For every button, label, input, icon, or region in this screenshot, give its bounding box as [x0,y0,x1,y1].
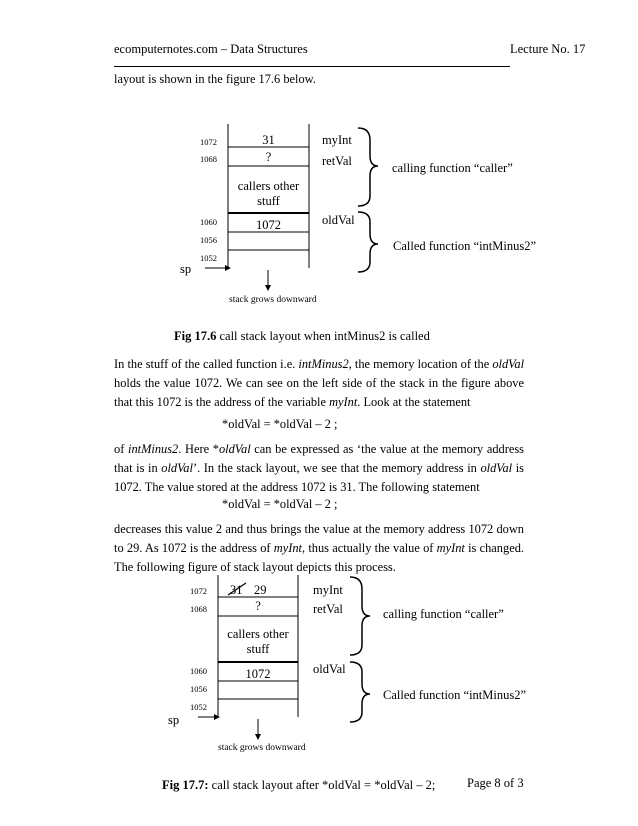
address2-1068: 1068 [190,604,207,614]
brace-label-caller: calling function “caller” [392,161,513,175]
grows-label: stack grows downward [229,295,317,305]
text-run-italic: oldVal [492,357,525,371]
statement-1: *oldVal = *oldVal – 2 ; [222,417,338,431]
address-1072: 1072 [200,137,217,147]
sp-label: sp [180,262,192,276]
cell-callers-line1: callers other [237,179,300,193]
label-retval: retVal [322,154,352,168]
text-run: is changed. The following figure of stack layout depicts this process. [114,541,524,574]
address2-1060: 1060 [190,666,207,676]
figure1-caption [174,329,430,344]
caption2-bold: Fig 17.7: [162,778,209,792]
text-run: the memory location of the [351,357,493,371]
text-run-italic: myInt, [273,541,306,555]
text-run-italic: oldVal [161,461,193,475]
label-myint: myInt [322,133,352,147]
text-run-italic: intMinus2 [128,442,179,456]
caller-brace [358,128,378,206]
statement-2: *oldVal = *oldVal – 2 ; [222,497,338,511]
text-run: thus actually the value of [305,541,437,555]
brace-label-callee: Called function “intMinus2” [393,239,537,253]
paragraph-2 [114,440,524,497]
sp2-label: sp [168,713,180,727]
page-number: Page 8 of 3 [467,776,524,790]
text-run-italic: oldVal [218,442,251,456]
text-run: ’. In the stack layout, we see that the memory address in [192,461,481,475]
label-oldval: oldVal [322,213,355,227]
intro-line: layout is shown in the figure 17.6 below. [114,72,316,86]
caller2-brace [350,577,370,655]
sp2-arrowhead [214,714,220,720]
label2-retval: retVal [313,602,343,616]
text-run: of [114,442,128,456]
text-run: . Look at the statement [357,395,471,409]
header-title: ecomputernotes.com – Data Structures [114,42,308,56]
brace2-label-caller: calling function “caller” [383,607,504,621]
text-run: can be expressed as ‘the value at the memory address that is in [114,442,525,475]
address2-1056: 1056 [190,684,207,694]
text-run: decreases this value 2 and thus brings the value at the memory address 1072 down to 29. As 1072 is the address of [114,522,524,555]
cell-old-value-struck: 31 [230,583,243,597]
cell-retval-value: ? [265,150,272,164]
callee-brace [358,212,378,272]
grows2-label: stack grows downward [218,743,306,753]
text-run-italic: oldVal [480,461,513,475]
cell2-callers-line1: callers other [227,627,289,641]
text-run: In the stuff of the called function i.e. [114,357,299,371]
text-run-italic: myInt [436,541,465,555]
text-run: . Here * [178,442,219,456]
cell2-callers-line2: stuff [246,642,270,656]
address2-1072: 1072 [190,586,207,596]
grows2-arrowhead [255,734,261,740]
cell2-retval-value: ? [255,599,261,613]
caption-text: call stack layout when intMinus2 is called [216,329,430,343]
text-run: holds the value 1072. We can see on the left side of the stack in the figure above that this 1072 is the address of the variable [114,376,524,409]
text-run-italic: intMinus2, [298,357,352,371]
cell-new-value: 29 [254,583,267,597]
address-1052: 1052 [200,253,217,263]
caption-bold: Fig 17.6 [174,329,217,343]
cell-myint-value: 31 [262,133,275,147]
cell-oldval-value: 1072 [256,218,281,232]
address-1056: 1056 [200,235,217,245]
label2-oldval: oldVal [313,662,346,676]
paragraph-1 [114,355,524,412]
address-1068: 1068 [200,154,217,164]
header-lecture: Lecture No. 17 [510,42,586,56]
grows-arrowhead [265,285,271,291]
caption2-text: call stack layout after *oldVal = *oldVal – 2; [208,778,436,792]
cell-callers-line2: stuff [257,194,280,208]
cell2-oldval-value: 1072 [245,667,271,681]
label2-myint: myInt [313,583,343,597]
text-run: is 1072. The value stored at the address 1072 is 31. The following statement [114,461,524,494]
brace2-label-callee: Called function “intMinus2” [383,688,527,702]
figure2-caption [162,778,435,793]
address-1060: 1060 [200,217,217,227]
address2-1052: 1052 [190,702,207,712]
callee2-brace [350,662,370,722]
paragraph-3 [114,520,524,577]
text-run-italic: myInt [329,395,358,409]
